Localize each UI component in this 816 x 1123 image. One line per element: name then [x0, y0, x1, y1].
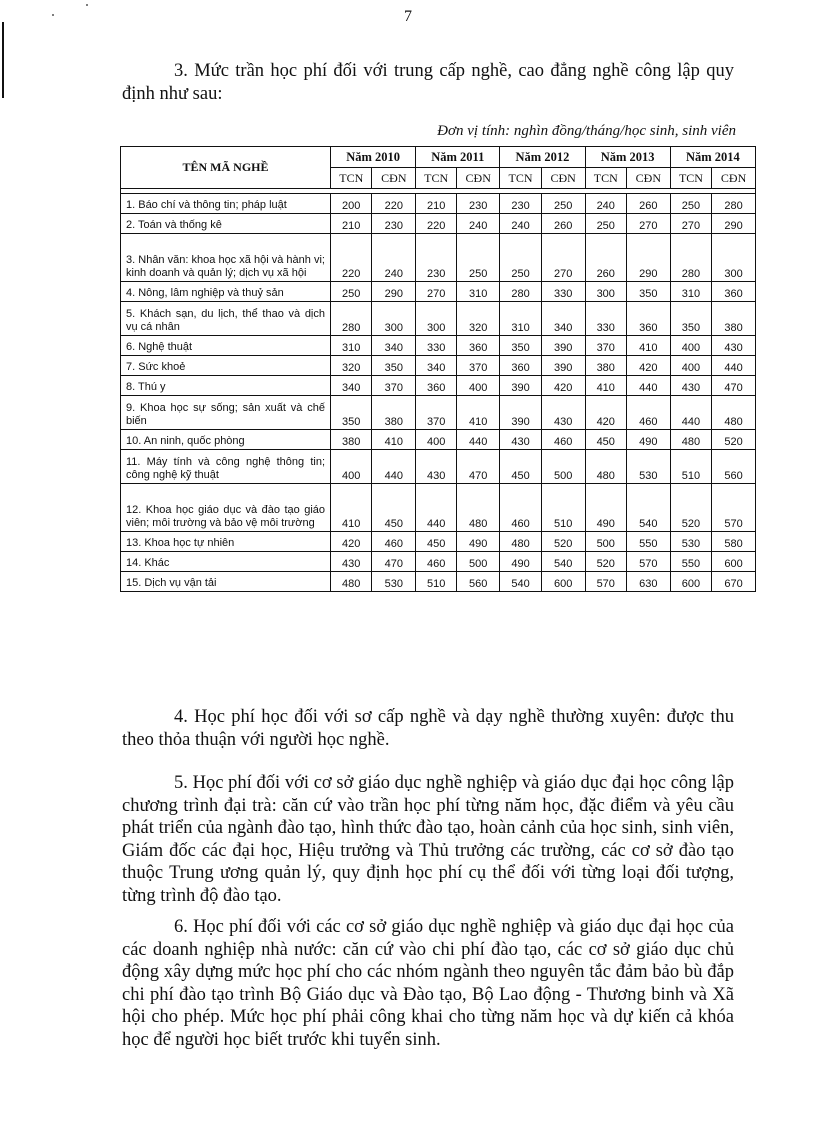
fee-tcn: 380 — [331, 430, 372, 450]
fee-cdn: 290 — [712, 214, 756, 234]
fee-tcn: 340 — [416, 356, 457, 376]
fee-tcn: 460 — [416, 552, 457, 572]
fee-tcn: 520 — [585, 552, 626, 572]
fee-cdn: 550 — [626, 532, 670, 552]
fee-tcn: 310 — [331, 336, 372, 356]
fee-tcn: 350 — [331, 396, 372, 430]
fee-tcn: 270 — [416, 282, 457, 302]
scan-margin-mark — [2, 22, 4, 98]
section-6: 6. Học phí đối với các cơ sở giáo dục nghề nghiệp và giáo dục đại học của các doanh nghiệp nhà nước: căn cứ vào chi phí đào tạo, các cơ sở giáo dục chủ động xây dựng mức học phí cho các nhóm ngành theo nguyên tắc đảm bảo bù đắp chi phí đào tạo trình Bộ Giáo dục và Đào tạo, Bộ Lao động - Thương binh và Xã hội cho phép. Mức học phí phải công khai cho từng năm học và dự kiến cả khóa học để người học biết trước khi tuyển sinh. — [122, 917, 734, 1050]
fee-tcn: 350 — [670, 302, 711, 336]
fee-cdn: 340 — [372, 336, 416, 356]
fee-tcn: 460 — [500, 484, 541, 532]
fee-tcn: 490 — [500, 552, 541, 572]
fee-tcn: 320 — [331, 356, 372, 376]
fee-tcn: 370 — [585, 336, 626, 356]
fee-cdn: 540 — [626, 484, 670, 532]
fee-tcn: 240 — [585, 194, 626, 214]
table-row — [121, 234, 756, 282]
header-year: Năm 2011 — [416, 147, 500, 168]
section-5: 5. Học phí đối với cơ sở giáo dục nghề nghiệp và giáo dục đại học công lập chương trình đại trà: căn cứ vào trần học phí từng năm học, đặc điểm và yêu cầu phát triển của ngành đào tạo, hình thức đào tạo, hoàn cảnh của học sinh, sinh viên, Giám đốc các đại học, Hiệu trưởng và Thủ trưởng các trường, các cơ sở đào tạo thuộc Trung ương quản lý, quy định học phí cụ thể đối với từng loại đối tượng, từng trình độ đào tạo. — [122, 773, 734, 906]
fee-cdn: 440 — [457, 430, 500, 450]
fee-cdn: 310 — [457, 282, 500, 302]
fee-tcn: 440 — [416, 484, 457, 532]
fee-tcn: 350 — [500, 336, 541, 356]
fee-cdn: 580 — [712, 532, 756, 552]
fee-cdn: 290 — [372, 282, 416, 302]
fee-tcn: 250 — [500, 234, 541, 282]
fee-cdn: 240 — [372, 234, 416, 282]
fee-cdn: 560 — [712, 450, 756, 484]
table-row — [121, 430, 756, 450]
fee-tcn: 400 — [331, 450, 372, 484]
page-number: 7 — [404, 8, 412, 25]
section-3-intro: 3. Mức trần học phí đối với trung cấp nghề, cao đẳng nghề công lập quy định như sau: — [122, 61, 734, 104]
fee-tcn: 260 — [585, 234, 626, 282]
fee-cdn: 360 — [712, 282, 756, 302]
fee-cdn: 250 — [541, 194, 585, 214]
fee-cdn: 300 — [712, 234, 756, 282]
fee-tcn: 270 — [670, 214, 711, 234]
fee-cdn: 460 — [372, 532, 416, 552]
fee-tcn: 480 — [331, 572, 372, 592]
occupation-name: 8. Thú y — [121, 376, 331, 396]
fee-cdn: 370 — [457, 356, 500, 376]
fee-tcn: 430 — [500, 430, 541, 450]
fee-tcn: 230 — [416, 234, 457, 282]
header-year: Năm 2010 — [331, 147, 416, 168]
occupation-name: 6. Nghệ thuật — [121, 336, 331, 356]
fee-cdn: 260 — [541, 214, 585, 234]
fee-cdn: 220 — [372, 194, 416, 214]
fee-cdn: 520 — [712, 430, 756, 450]
fee-cdn: 300 — [372, 302, 416, 336]
fee-tcn: 280 — [670, 234, 711, 282]
fee-tcn: 250 — [670, 194, 711, 214]
occupation-name: 4. Nông, lâm nghiệp và thuỷ sản — [121, 282, 331, 302]
header-cdn: CĐN — [626, 168, 670, 189]
occupation-name: 12. Khoa học giáo dục và đào tạo giáo viên; môi trường và bảo vệ môi trường — [121, 484, 331, 532]
fee-cdn: 270 — [626, 214, 670, 234]
fee-tcn: 210 — [416, 194, 457, 214]
fee-tcn: 210 — [331, 214, 372, 234]
header-cdn: CĐN — [541, 168, 585, 189]
fee-cdn: 370 — [372, 376, 416, 396]
fee-cdn: 320 — [457, 302, 500, 336]
table-row — [121, 302, 756, 336]
fee-tcn: 430 — [416, 450, 457, 484]
fee-cdn: 480 — [457, 484, 500, 532]
header-tcn: TCN — [331, 168, 372, 189]
fee-cdn: 480 — [712, 396, 756, 430]
table-row — [121, 194, 756, 214]
occupation-name: 14. Khác — [121, 552, 331, 572]
fee-tcn: 370 — [416, 396, 457, 430]
occupation-name: 11. Máy tính và công nghệ thông tin; công nghệ kỹ thuật — [121, 450, 331, 484]
fee-cdn: 540 — [541, 552, 585, 572]
fee-tcn: 400 — [670, 336, 711, 356]
fee-cdn: 470 — [457, 450, 500, 484]
occupation-name: 7. Sức khoẻ — [121, 356, 331, 376]
header-cdn: CĐN — [372, 168, 416, 189]
fee-tcn: 250 — [585, 214, 626, 234]
fee-cdn: 350 — [372, 356, 416, 376]
fee-cdn: 410 — [626, 336, 670, 356]
fee-cdn: 280 — [712, 194, 756, 214]
fee-tcn: 420 — [331, 532, 372, 552]
fee-tcn: 570 — [585, 572, 626, 592]
fee-tcn: 500 — [585, 532, 626, 552]
occupation-name: 15. Dịch vụ vận tải — [121, 572, 331, 592]
fee-cdn: 360 — [626, 302, 670, 336]
fee-cdn: 630 — [626, 572, 670, 592]
fee-tcn: 300 — [416, 302, 457, 336]
header-occupation-name: TÊN MÃ NGHỀ — [121, 147, 331, 189]
fee-tcn: 480 — [670, 430, 711, 450]
fee-tcn: 240 — [500, 214, 541, 234]
fee-cdn: 410 — [372, 430, 416, 450]
fee-tcn: 420 — [585, 396, 626, 430]
unit-note: Đơn vị tính: nghìn đồng/tháng/học sinh, sinh viên — [437, 123, 736, 139]
fee-tcn: 530 — [670, 532, 711, 552]
table-row — [121, 532, 756, 552]
fee-tcn: 220 — [416, 214, 457, 234]
fee-cdn: 390 — [541, 336, 585, 356]
header-tcn: TCN — [416, 168, 457, 189]
table-body — [121, 189, 756, 592]
occupation-name: 10. An ninh, quốc phòng — [121, 430, 331, 450]
fee-tcn: 340 — [331, 376, 372, 396]
fee-tcn: 430 — [670, 376, 711, 396]
fee-tcn: 390 — [500, 396, 541, 430]
fee-cdn: 600 — [541, 572, 585, 592]
occupation-name: 5. Khách sạn, du lịch, thể thao và dịch vụ cá nhân — [121, 302, 331, 336]
fee-cdn: 270 — [541, 234, 585, 282]
fee-tcn: 450 — [585, 430, 626, 450]
occupation-name: 9. Khoa học sự sống; sản xuất và chế biến — [121, 396, 331, 430]
table-row — [121, 336, 756, 356]
occupation-name: 13. Khoa học tự nhiên — [121, 532, 331, 552]
table-row — [121, 552, 756, 572]
occupation-name: 3. Nhân văn: khoa học xã hội và hành vi; kinh doanh và quản lý; dịch vụ xã hội — [121, 234, 331, 282]
fee-cdn: 560 — [457, 572, 500, 592]
fee-cdn: 430 — [712, 336, 756, 356]
fee-tcn: 510 — [416, 572, 457, 592]
fee-tcn: 410 — [331, 484, 372, 532]
fee-cdn: 470 — [372, 552, 416, 572]
fee-tcn: 310 — [500, 302, 541, 336]
table-row — [121, 396, 756, 430]
header-year: Năm 2013 — [585, 147, 670, 168]
fee-tcn: 440 — [670, 396, 711, 430]
fee-cdn: 290 — [626, 234, 670, 282]
fee-tcn: 360 — [500, 356, 541, 376]
table-header-row — [121, 147, 756, 168]
fee-cdn: 510 — [541, 484, 585, 532]
fee-tcn: 310 — [670, 282, 711, 302]
fee-cdn: 520 — [541, 532, 585, 552]
fee-cdn: 450 — [372, 484, 416, 532]
fee-cdn: 360 — [457, 336, 500, 356]
fee-cdn: 440 — [626, 376, 670, 396]
header-tcn: TCN — [500, 168, 541, 189]
fee-tcn: 430 — [331, 552, 372, 572]
fee-cdn: 350 — [626, 282, 670, 302]
fee-cdn: 440 — [712, 356, 756, 376]
header-cdn: CĐN — [712, 168, 756, 189]
fee-cdn: 230 — [372, 214, 416, 234]
fee-cdn: 240 — [457, 214, 500, 234]
fee-cdn: 380 — [712, 302, 756, 336]
section-4: 4. Học phí học đối với sơ cấp nghề và dạy nghề thường xuyên: được thu theo thỏa thuận với người học nghề. — [122, 707, 734, 750]
fee-cdn: 430 — [541, 396, 585, 430]
fee-cdn: 490 — [626, 430, 670, 450]
fee-cdn: 460 — [626, 396, 670, 430]
fee-tcn: 490 — [585, 484, 626, 532]
fee-tcn: 250 — [331, 282, 372, 302]
fee-tcn: 360 — [416, 376, 457, 396]
fee-tcn: 330 — [585, 302, 626, 336]
fee-tcn: 400 — [670, 356, 711, 376]
fee-tcn: 380 — [585, 356, 626, 376]
fee-tcn: 200 — [331, 194, 372, 214]
header-year: Năm 2012 — [500, 147, 585, 168]
fee-tcn: 600 — [670, 572, 711, 592]
fee-tcn: 280 — [331, 302, 372, 336]
fee-cdn: 230 — [457, 194, 500, 214]
fee-cdn: 500 — [457, 552, 500, 572]
fee-cdn: 390 — [541, 356, 585, 376]
table-row — [121, 572, 756, 592]
fee-tcn: 230 — [500, 194, 541, 214]
fee-tcn: 450 — [416, 532, 457, 552]
occupation-name: 2. Toán và thống kê — [121, 214, 331, 234]
header-tcn: TCN — [670, 168, 711, 189]
tuition-fee-table — [120, 146, 756, 592]
scan-speck — [86, 4, 88, 6]
fee-tcn: 450 — [500, 450, 541, 484]
table-row — [121, 484, 756, 532]
table-row — [121, 376, 756, 396]
fee-cdn: 530 — [372, 572, 416, 592]
fee-cdn: 340 — [541, 302, 585, 336]
fee-tcn: 390 — [500, 376, 541, 396]
fee-cdn: 570 — [712, 484, 756, 532]
fee-cdn: 400 — [457, 376, 500, 396]
fee-cdn: 330 — [541, 282, 585, 302]
fee-tcn: 280 — [500, 282, 541, 302]
fee-tcn: 330 — [416, 336, 457, 356]
header-year: Năm 2014 — [670, 147, 755, 168]
fee-tcn: 520 — [670, 484, 711, 532]
fee-tcn: 480 — [500, 532, 541, 552]
header-cdn: CĐN — [457, 168, 500, 189]
fee-tcn: 400 — [416, 430, 457, 450]
fee-cdn: 470 — [712, 376, 756, 396]
fee-cdn: 530 — [626, 450, 670, 484]
fee-cdn: 460 — [541, 430, 585, 450]
fee-cdn: 420 — [626, 356, 670, 376]
fee-cdn: 260 — [626, 194, 670, 214]
fee-tcn: 540 — [500, 572, 541, 592]
fee-cdn: 380 — [372, 396, 416, 430]
fee-cdn: 410 — [457, 396, 500, 430]
fee-cdn: 500 — [541, 450, 585, 484]
fee-cdn: 600 — [712, 552, 756, 572]
header-tcn: TCN — [585, 168, 626, 189]
fee-cdn: 420 — [541, 376, 585, 396]
fee-cdn: 670 — [712, 572, 756, 592]
fee-tcn: 410 — [585, 376, 626, 396]
fee-cdn: 440 — [372, 450, 416, 484]
table-row — [121, 282, 756, 302]
fee-tcn: 220 — [331, 234, 372, 282]
occupation-name: 1. Báo chí và thông tin; pháp luật — [121, 194, 331, 214]
fee-cdn: 490 — [457, 532, 500, 552]
fee-tcn: 480 — [585, 450, 626, 484]
table-row — [121, 356, 756, 376]
fee-tcn: 300 — [585, 282, 626, 302]
table-row — [121, 214, 756, 234]
table-row — [121, 450, 756, 484]
fee-cdn: 570 — [626, 552, 670, 572]
fee-tcn: 510 — [670, 450, 711, 484]
fee-cdn: 250 — [457, 234, 500, 282]
fee-tcn: 550 — [670, 552, 711, 572]
